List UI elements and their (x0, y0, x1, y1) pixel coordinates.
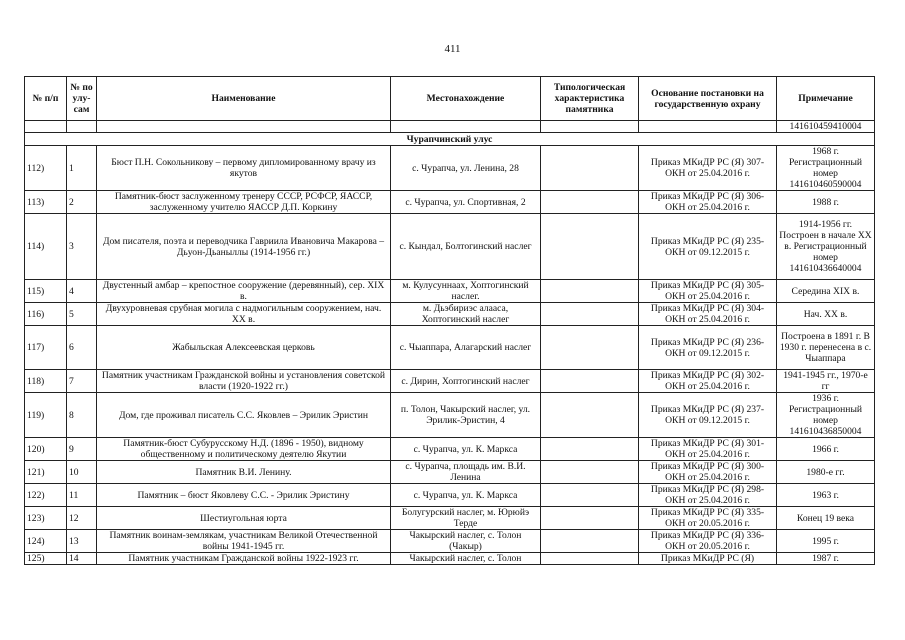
row-ulus-num: 6 (67, 326, 97, 370)
row-type (541, 146, 639, 191)
row-num: 116) (25, 303, 67, 326)
row-ulus-num: 10 (67, 461, 97, 484)
row-name: Жабыльская Алексеевская церковь (97, 326, 391, 370)
row-basis: Приказ МКиДР РС (Я) 304-ОКН от 25.04.2016 г. (639, 303, 777, 326)
column-header-ulus: № по улу-сам (67, 77, 97, 121)
table-row (25, 507, 875, 530)
row-ulus-num: 2 (67, 191, 97, 214)
row-note: 1987 г. (777, 553, 875, 565)
row-name: Памятник-бюст заслуженному тренеру СССР, РСФСР, ЯАССР, заслуженному учителю ЯАССР Д.П. Коркину (97, 191, 391, 214)
row-note: 1966 г. (777, 438, 875, 461)
row-basis: Приказ МКиДР РС (Я) 336-ОКН от 20.05.2016 г. (639, 530, 777, 553)
row-type (541, 303, 639, 326)
section-row (25, 133, 875, 146)
table-row (25, 191, 875, 214)
row-note: 1988 г. (777, 191, 875, 214)
row-note: Построена в 1891 г. В 1930 г. перенесена в с. Чыаппара (777, 326, 875, 370)
row-num: 123) (25, 507, 67, 530)
table-row (25, 214, 875, 280)
row-ulus-num: 8 (67, 393, 97, 438)
row-location: п. Толон, Чакырский наслег, ул. Эрилик-Эристин, 4 (391, 393, 541, 438)
row-ulus-num: 4 (67, 280, 97, 303)
header-row (25, 77, 875, 121)
row-name: Памятник – бюст Яковлеву С.С. - Эрилик Эристину (97, 484, 391, 507)
row-ulus-num: 11 (67, 484, 97, 507)
row-basis: Приказ МКиДР РС (Я) 306-ОКН от 25.04.2016 г. (639, 191, 777, 214)
row-location: Чакырский наслег, с. Толон (391, 553, 541, 565)
row-type (541, 191, 639, 214)
row-ulus-num: 13 (67, 530, 97, 553)
column-header-name: Наименование (97, 77, 391, 121)
row-name: Памятник В.И. Ленину. (97, 461, 391, 484)
row-ulus-num: 9 (67, 438, 97, 461)
row-type (541, 438, 639, 461)
row-name: Дом писателя, поэта и переводчика Гавриила Ивановича Макарова – Дьуон-Дьаныллы (1914-1956 гг.) (97, 214, 391, 280)
row-num: 113) (25, 191, 67, 214)
row-name: Памятник воинам-землякам, участникам Великой Отечественной войны 1941-1945 гг. (97, 530, 391, 553)
row-name: Памятник участникам Гражданской войны 1922-1923 гг. (97, 553, 391, 565)
carryover-note: 141610459410004 (777, 121, 875, 133)
row-num: 120) (25, 438, 67, 461)
row-type (541, 370, 639, 393)
table-row (25, 393, 875, 438)
row-ulus-num: 12 (67, 507, 97, 530)
row-type (541, 326, 639, 370)
table-row (25, 484, 875, 507)
column-header-type: Типологическая характеристика памятника (541, 77, 639, 121)
row-num: 117) (25, 326, 67, 370)
row-type (541, 214, 639, 280)
row-num: 125) (25, 553, 67, 565)
row-basis: Приказ МКиДР РС (Я) 305-ОКН от 25.04.2016 г. (639, 280, 777, 303)
row-num: 121) (25, 461, 67, 484)
row-num: 114) (25, 214, 67, 280)
row-num: 122) (25, 484, 67, 507)
row-location: с. Чыаппара, Алагарский наслег (391, 326, 541, 370)
row-note: 1995 г. (777, 530, 875, 553)
row-type (541, 393, 639, 438)
section-title: Чурапчинский улус (25, 133, 875, 146)
row-note: Середина XIX в. (777, 280, 875, 303)
row-num: 115) (25, 280, 67, 303)
row-name: Бюст П.Н. Сокольникову – первому дипломированному врачу из якутов (97, 146, 391, 191)
row-basis: Приказ МКиДР РС (Я) 307-ОКН от 25.04.2016 г. (639, 146, 777, 191)
row-type (541, 461, 639, 484)
row-basis: Приказ МКиДР РС (Я) 335-ОКН от 20.05.2016 г. (639, 507, 777, 530)
row-location: с. Чурапча, ул. Ленина, 28 (391, 146, 541, 191)
row-location: с. Чурапча, ул. Спортивная, 2 (391, 191, 541, 214)
table-row (25, 530, 875, 553)
row-note: 1963 г. (777, 484, 875, 507)
heritage-registry-table (24, 76, 875, 565)
carryover-row (25, 121, 875, 133)
column-header-basis: Основание постановки на государственную охрану (639, 77, 777, 121)
row-name: Дом, где проживал писатель С.С. Яковлев – Эрилик Эристин (97, 393, 391, 438)
column-header-note: Примечание (777, 77, 875, 121)
row-location: с. Чурапча, площадь им. В.И. Ленина (391, 461, 541, 484)
row-location: Чакырский наслег, с. Толон (Чакыр) (391, 530, 541, 553)
row-name: Двухуровневая срубная могила с надмогильным сооружением, нач. XX в. (97, 303, 391, 326)
row-location: с. Кындал, Болтогинский наслег (391, 214, 541, 280)
row-location: м. Кулусуннаах, Хоптогинский наслег. (391, 280, 541, 303)
table-row (25, 438, 875, 461)
row-basis: Приказ МКиДР РС (Я) 235-ОКН от 09.12.2015 г. (639, 214, 777, 280)
table-row (25, 553, 875, 565)
page-number: 411 (444, 43, 461, 55)
row-ulus-num: 5 (67, 303, 97, 326)
row-basis: Приказ МКиДР РС (Я) 237-ОКН от 09.12.2015 г. (639, 393, 777, 438)
row-note: Нач. XX в. (777, 303, 875, 326)
row-basis: Приказ МКиДР РС (Я) 236-ОКН от 09.12.2015 г. (639, 326, 777, 370)
row-basis: Приказ МКиДР РС (Я) 302-ОКН от 25.04.2016 г. (639, 370, 777, 393)
row-note: 1936 г. Регистрационный номер 141610436850004 (777, 393, 875, 438)
row-ulus-num: 1 (67, 146, 97, 191)
row-basis: Приказ МКиДР РС (Я) 298-ОКН от 25.04.2016 г. (639, 484, 777, 507)
row-ulus-num: 3 (67, 214, 97, 280)
row-num: 124) (25, 530, 67, 553)
row-note: 1980-е гг. (777, 461, 875, 484)
row-num: 118) (25, 370, 67, 393)
table-row (25, 326, 875, 370)
row-basis: Приказ МКиДР РС (Я) 300-ОКН от 25.04.2016 г. (639, 461, 777, 484)
row-note: Конец 19 века (777, 507, 875, 530)
row-type (541, 484, 639, 507)
row-note: 1941-1945 гг., 1970-е гг (777, 370, 875, 393)
row-location: с. Чурапча, ул. К. Маркса (391, 484, 541, 507)
table-row (25, 303, 875, 326)
table-row (25, 370, 875, 393)
table-row (25, 146, 875, 191)
row-name: Шестиугольная юрта (97, 507, 391, 530)
table-row (25, 461, 875, 484)
row-name: Памятник участникам Гражданской войны и установления советской власти (1920-1922 гг.) (97, 370, 391, 393)
column-header-num: № п/п (25, 77, 67, 121)
row-num: 119) (25, 393, 67, 438)
row-type (541, 553, 639, 565)
row-ulus-num: 7 (67, 370, 97, 393)
row-ulus-num: 14 (67, 553, 97, 565)
row-location: м. Дьэбириэс алааса, Хоптогинский наслег (391, 303, 541, 326)
row-name: Двустенный амбар – крепостное сооружение (деревянный), сер. XIX в. (97, 280, 391, 303)
row-type (541, 280, 639, 303)
row-basis: Приказ МКиДР РС (Я) (639, 553, 777, 565)
row-type (541, 507, 639, 530)
row-note: 1968 г. Регистрационный номер 141610460590004 (777, 146, 875, 191)
table-row (25, 280, 875, 303)
row-basis: Приказ МКиДР РС (Я) 301-ОКН от 25.04.2016 г. (639, 438, 777, 461)
row-location: с. Чурапча, ул. К. Маркса (391, 438, 541, 461)
row-note: 1914-1956 гг. Построен в начале XX в. Регистрационный номер 141610436640004 (777, 214, 875, 280)
row-type (541, 530, 639, 553)
row-location: с. Дирин, Хоптогинский наслег (391, 370, 541, 393)
row-location: Болугурский наслег, м. Юрюйэ Терде (391, 507, 541, 530)
row-num: 112) (25, 146, 67, 191)
row-name: Памятник-бюст Субурусскому Н.Д. (1896 - 1950), видному общественному и политическому деятелю Якутии (97, 438, 391, 461)
column-header-location: Местонахождение (391, 77, 541, 121)
